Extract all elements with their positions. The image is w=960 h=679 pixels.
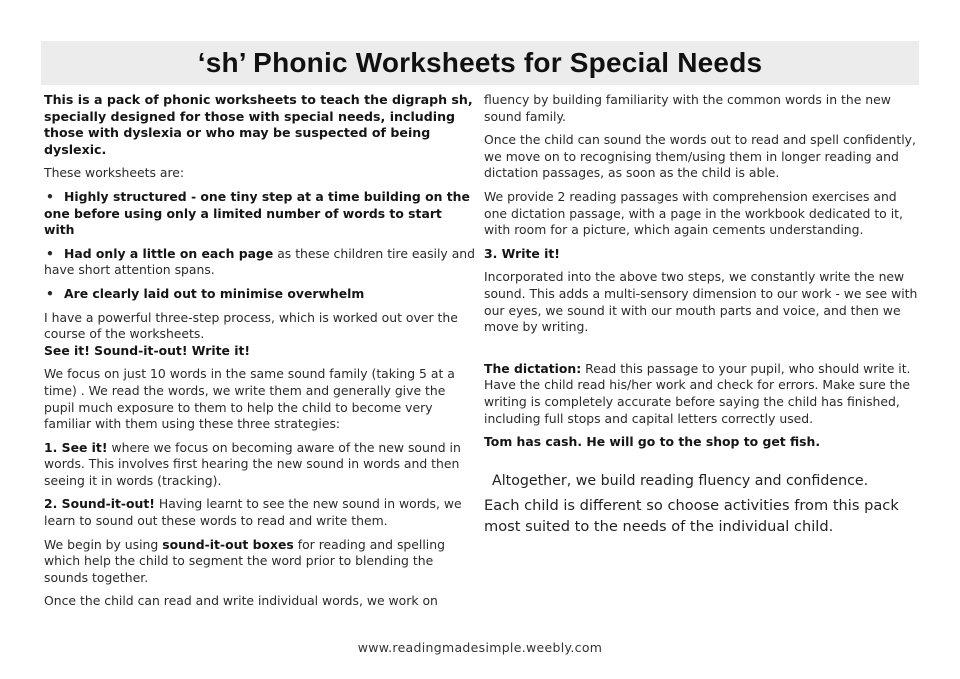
fluency-paragraph: fluency by building familiarity with the common words in the new sound family. [484,92,891,124]
sound-out-paragraph: Once the child can sound the words out to read and spell confidently, we move on to recognising them/using them in longer reading and dictation passages, as soon as the child is able. [484,132,916,181]
sound-it-out-boxes: sound-it-out boxes [162,536,294,552]
feature-bold: Had only a little on each page [64,245,274,261]
page-title: ‘sh’ Phonic Worksheets for Special Needs [197,47,763,78]
bullet-icon: • [46,285,54,301]
step-3-paragraph: Incorporated into the above two steps, we constantly write the new sound. This adds a multi-sensory dimension to our work - we see with our eyes, we sound it with our mouth parts and voice, and then we move by writing. [484,269,918,335]
worksheets-are-label: These worksheets are: [44,165,185,181]
dictation-sentence: Tom has cash. He will go to the shop to get fish. [484,434,821,450]
focus-paragraph: We focus on just 10 words in the same sound family (taking 5 at a time) . We read the words, we write them and generally give the pupil much exposure to them to help the child to become very familiar with them using these three strategies: [44,366,455,432]
intro-paragraph: This is a pack of phonic worksheets to teach the digraph sh, specially designed for those with special needs, including those with dyslexia or who may be suspected of being dyslexic. [44,92,473,157]
dictation-label: The dictation: [484,360,582,376]
feature-item [44,246,476,279]
once-paragraph: Once the child can read and write individual words, we work on [44,593,438,609]
feature-item [44,286,476,303]
step-1-paragraph [44,440,476,490]
steps-heading: See it! Sound-it-out! Write it! [44,342,251,358]
dictation-text: Read this passage to your pupil, who should write it. Have the child read his/her work and check for errors. Make sure the writing is completely accurate before saying the child has finished, including full stops and capital letters correctly used. [484,360,911,426]
begin-paragraph [44,537,476,587]
feature-rest: as these children tire easily and have short attention spans. [44,245,476,278]
spacer [484,343,918,361]
feature-list [44,189,476,303]
step-1-label: 1. See it! [44,439,108,455]
bullet-icon: • [46,188,54,204]
step-3-label: 3. Write it! [484,245,560,261]
dictation-paragraph [484,361,918,427]
step-2-label: 2. Sound-it-out! [44,496,155,512]
passages-paragraph: We provide 2 reading passages with comprehension exercises and one dictation passage, with a page in the workbook dedicated to it, with room for a picture, which again cements understanding. [484,188,903,238]
feature-bold: Highly structured - one tiny step at a time building on the one before using only a limited number of words to start with [44,188,470,238]
closing-statement: Altogether, we build reading fluency and confidence. [492,472,869,489]
title-bar [41,41,919,85]
begin-pre: We begin by using [44,536,163,552]
process-paragraph: I have a powerful three-step process, which is worked out over the course of the worksheets. [44,309,458,342]
closing-advice: Each child is different so choose activities from this pack most suited to the needs of the individual child. [484,497,899,536]
bullet-icon: • [46,245,54,261]
step-1-text: where we focus on becoming aware of the new sound in words. This involves first hearing the new sound in words and then seeing it in words (tracking). [44,439,461,488]
left-column [44,92,476,617]
step-2-text: Having learnt to see the new sound in words, we learn to sound out these words to read and write them. [44,496,462,529]
begin-post: for reading and spelling which help the child to segment the word prior to blending the sounds together. [44,536,445,585]
feature-item [44,189,476,239]
footer-url: www.readingmadesimple.weebly.com [357,640,603,655]
right-column [484,92,918,544]
step-2-paragraph [44,496,476,529]
feature-bold: Are clearly laid out to minimise overwhelm [64,285,365,301]
